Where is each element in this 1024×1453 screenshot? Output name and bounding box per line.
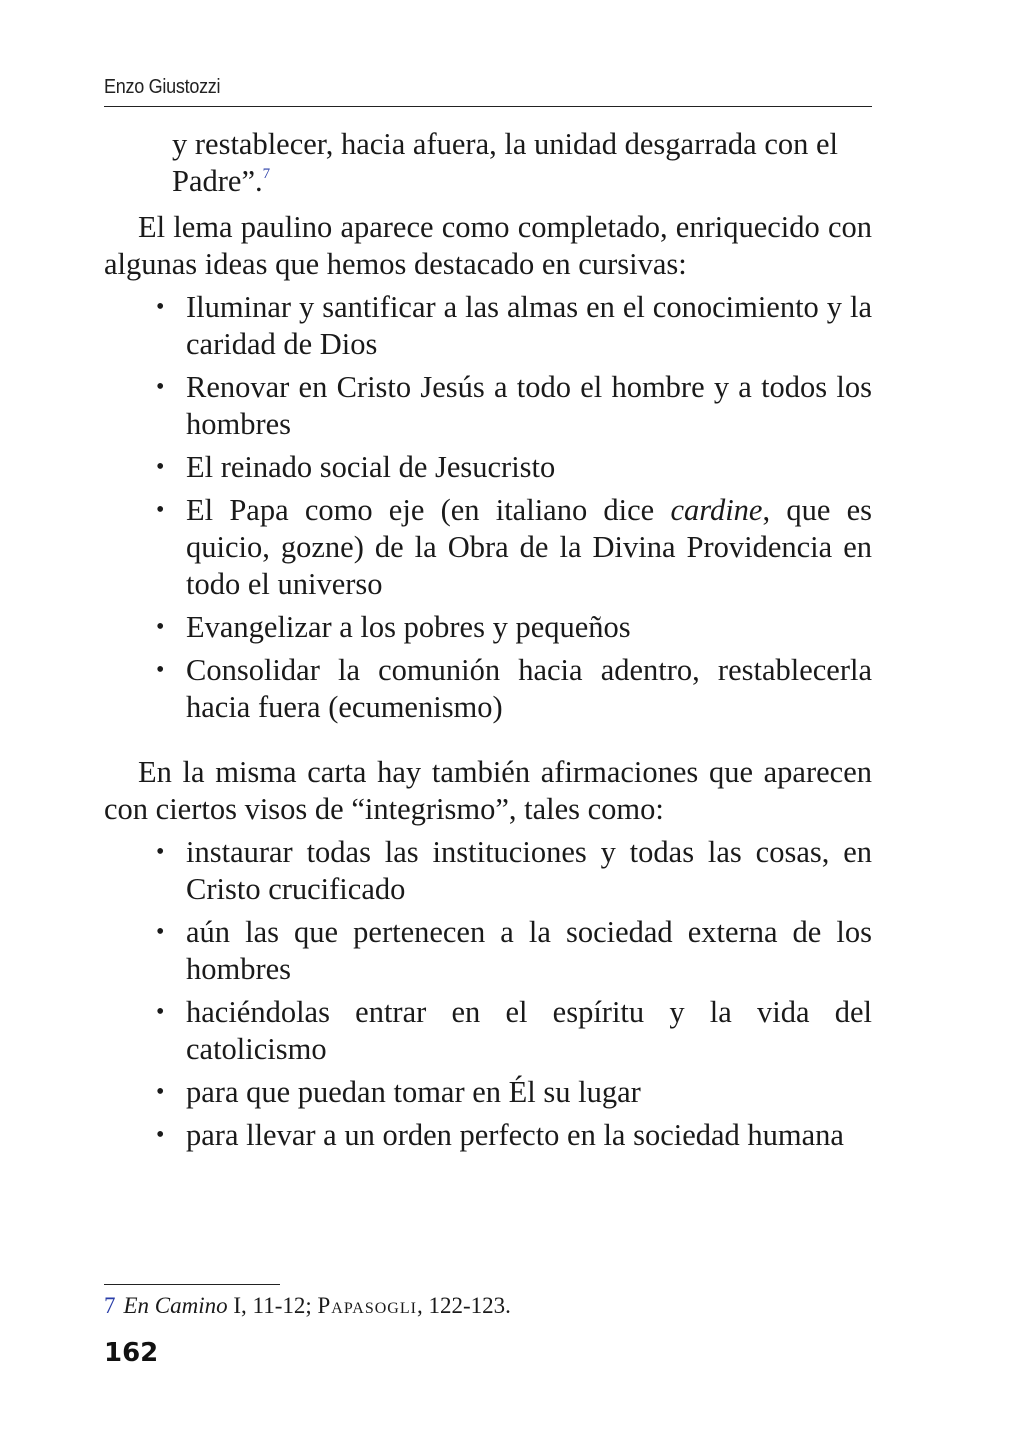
list-item: • El reinado social de Jesucristo <box>156 450 556 484</box>
header-author: Enzo Giustozzi <box>104 76 221 98</box>
bullet-icon: • <box>156 497 165 523</box>
page-number: 162 <box>104 1338 159 1368</box>
bullet-icon: • <box>156 1079 165 1105</box>
list-item: • Renovar en Cristo Jesús a todo el hombre y a todos los hombres <box>156 370 872 441</box>
bullet-icon: • <box>156 1122 165 1148</box>
italic-term: cardine <box>670 493 763 527</box>
list-integrismo <box>104 834 872 1154</box>
footnote <box>104 1291 511 1321</box>
bullet-icon: • <box>156 657 165 683</box>
list-item: • Iluminar y santificar a las almas en el conocimiento y la caridad de Dios <box>156 290 872 361</box>
bullet-icon: • <box>156 919 165 945</box>
list-lema-ideas <box>104 289 872 726</box>
footnote-divider <box>104 1284 280 1285</box>
footnote-title: En Camino <box>123 1293 228 1318</box>
list-item: • El Papa como eje (en italiano dice cardine, que es quicio, gozne) de la Obra de la Divina Providencia en todo el universo <box>156 493 872 601</box>
bullet-icon: • <box>156 839 165 865</box>
quote-continuation <box>104 126 872 200</box>
list-item: • aún las que pertenecen a la sociedad externa de los hombres <box>156 915 872 986</box>
list-item: • para que puedan tomar en Él su lugar <box>156 1075 641 1109</box>
running-header <box>104 74 872 107</box>
list-item: • Consolidar la comunión hacia adentro, restablecerla hacia fuera (ecumenismo) <box>156 653 872 724</box>
footnote-ref-text: I, 11-12; <box>227 1293 318 1318</box>
quote-text: y restablecer, hacia afuera, la unidad desgarrada con el Padre”. <box>172 127 839 198</box>
bullet-icon: • <box>156 374 165 400</box>
bullet-icon: • <box>156 999 165 1025</box>
footnote-author: Papasogli <box>317 1293 417 1318</box>
list-item: • instaurar todas las instituciones y todas las cosas, en Cristo crucificado <box>156 835 872 906</box>
footnote-pages: , 122-123. <box>416 1293 511 1318</box>
paragraph-lema: El lema paulino aparece como completado, enriquecido con algunas ideas que hemos destacado en cursivas: <box>104 210 872 281</box>
list-item: • haciéndolas entrar en el espíritu y la vida del catolicismo <box>156 995 872 1066</box>
footnote-ref[interactable]: 7 <box>262 166 271 182</box>
list-item: • Evangelizar a los pobres y pequeños <box>156 610 631 644</box>
footnote-number[interactable]: 7 <box>104 1293 116 1318</box>
bullet-icon: • <box>156 454 165 480</box>
bullet-icon: • <box>156 294 165 320</box>
paragraph-integrismo: En la misma carta hay también afirmaciones que aparecen con ciertos visos de “integrismo”, tales como: <box>104 755 872 826</box>
list-item: • para llevar a un orden perfecto en la sociedad humana <box>156 1118 844 1152</box>
page-body <box>104 126 872 1162</box>
bullet-icon: • <box>156 614 165 640</box>
